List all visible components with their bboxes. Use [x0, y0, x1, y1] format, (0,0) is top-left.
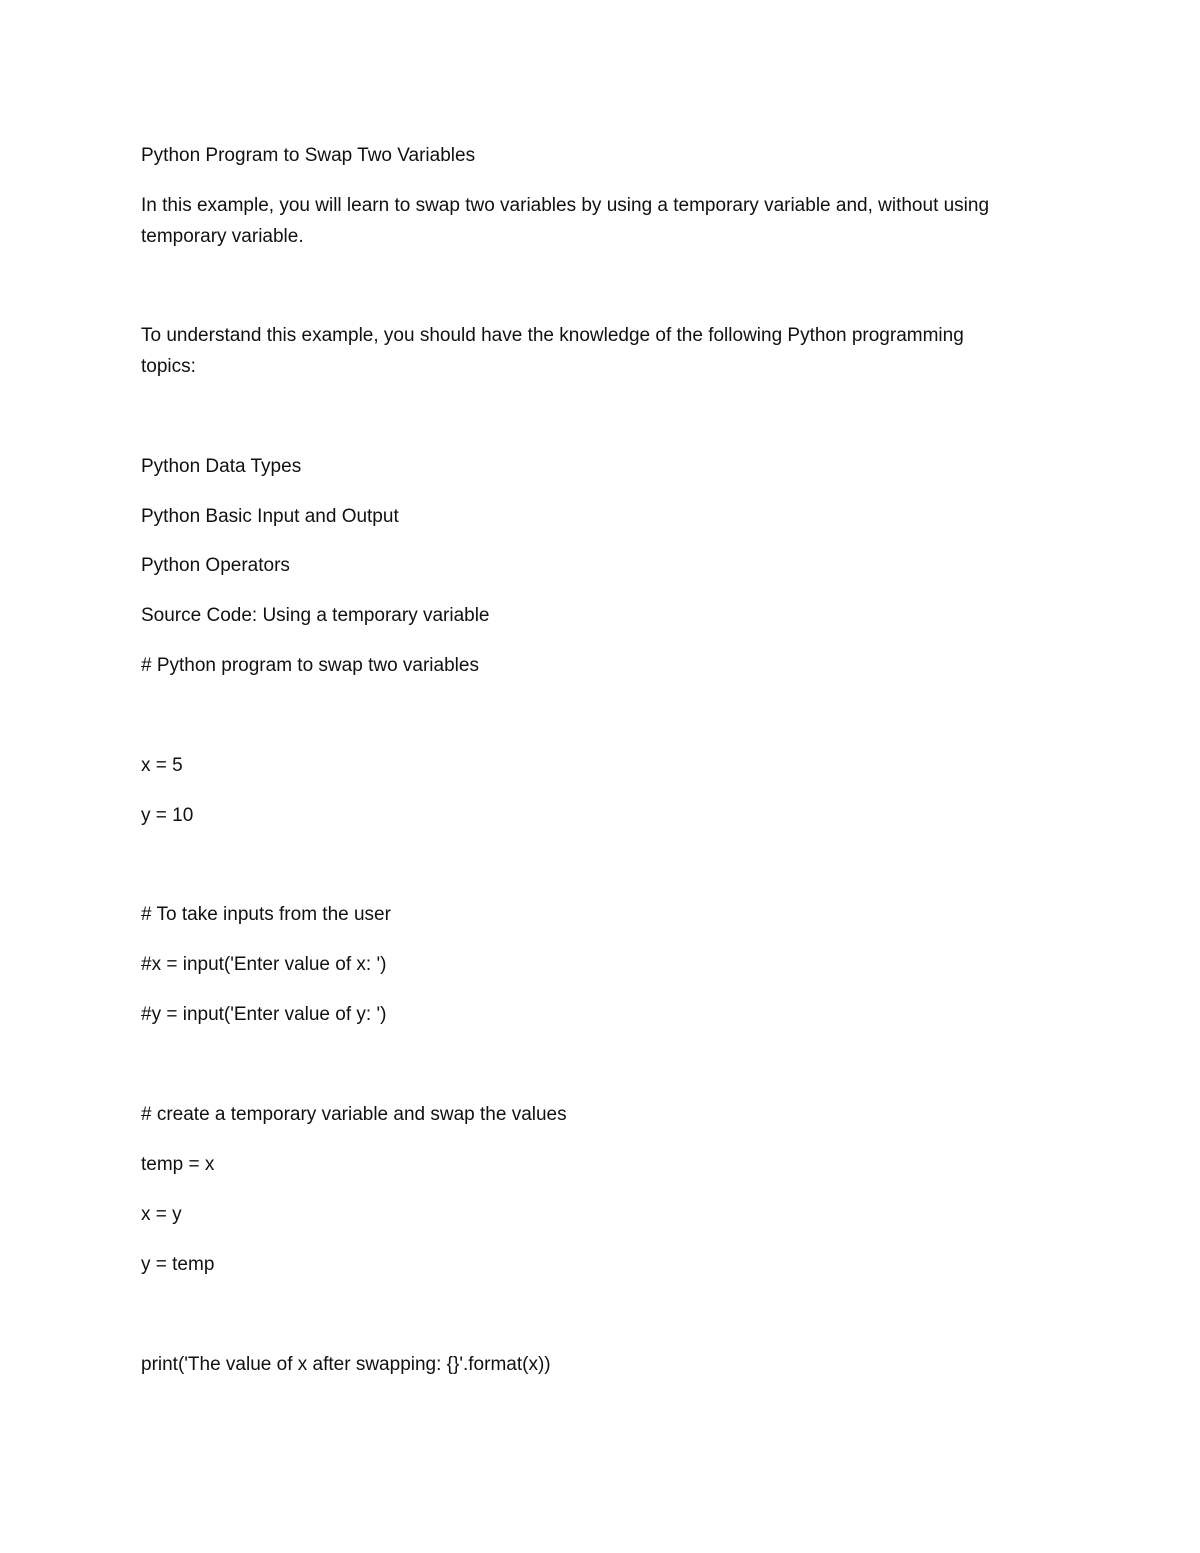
prereq-paragraph-line-2: topics: [141, 356, 196, 377]
code-comment-line: # Python program to swap two variables [141, 655, 479, 676]
topic-item: Python Basic Input and Output [141, 506, 399, 527]
code-line: x = y [141, 1204, 182, 1225]
code-line: print('The value of x after swapping: {}'.format(x)) [141, 1354, 551, 1375]
intro-paragraph-line-2: temporary variable. [141, 226, 304, 247]
code-line: temp = x [141, 1154, 215, 1175]
code-line: y = temp [141, 1254, 215, 1275]
code-line: #y = input('Enter value of y: ') [141, 1004, 387, 1025]
code-line: y = 10 [141, 805, 194, 826]
prereq-paragraph-line-1: To understand this example, you should have the knowledge of the following Python programming [141, 325, 964, 346]
intro-paragraph-line-1: In this example, you will learn to swap two variables by using a temporary variable and, without using [141, 195, 990, 216]
topic-item: Python Operators [141, 555, 290, 576]
document-title: Python Program to Swap Two Variables [141, 145, 476, 166]
code-comment-line: # To take inputs from the user [141, 904, 391, 925]
topic-item: Python Data Types [141, 456, 302, 477]
source-code-heading: Source Code: Using a temporary variable [141, 605, 490, 626]
code-comment-line: # create a temporary variable and swap the values [141, 1104, 567, 1125]
code-line: #x = input('Enter value of x: ') [141, 954, 387, 975]
code-line: x = 5 [141, 755, 183, 776]
